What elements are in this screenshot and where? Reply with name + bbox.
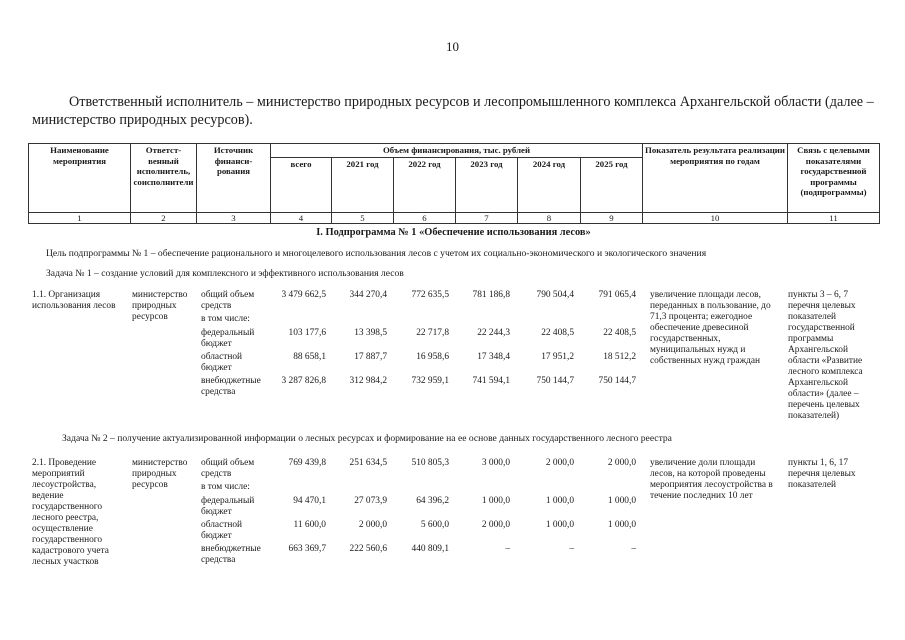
measure-executor: министерство природных ресурсов bbox=[132, 458, 188, 490]
funding-value: 769 439,8 bbox=[288, 458, 326, 468]
column-number: 9 bbox=[581, 212, 643, 224]
funding-value: 11 600,0 bbox=[293, 520, 326, 530]
header-year: 2025 год bbox=[581, 157, 643, 212]
intro-paragraph: Ответственный исполнитель – министерство природных ресурсов и лесопромышленного комплекса Архангельской области (далее – министерство природных ресурсов). bbox=[32, 94, 874, 128]
measure-executor: министерство природных ресурсов bbox=[132, 290, 188, 322]
funding-value: 344 270,4 bbox=[349, 290, 387, 300]
funding-value: 17 887,7 bbox=[354, 352, 387, 362]
column-number: 4 bbox=[271, 212, 332, 224]
funding-source-label: в том числе: bbox=[201, 482, 250, 492]
header-year: 2023 год bbox=[456, 157, 518, 212]
column-number: 11 bbox=[788, 212, 880, 224]
header-year: 2022 год bbox=[394, 157, 456, 212]
funding-source-label: внебюджетные средства bbox=[201, 544, 261, 565]
column-number: 3 bbox=[197, 212, 271, 224]
funding-value: 741 594,1 bbox=[472, 376, 510, 386]
header-year: 2021 год bbox=[332, 157, 394, 212]
goal-text: Цель подпрограммы № 1 – обеспечение рационального и многоцелевого использования лесов с учетом их социально-экономического и экологического значения bbox=[46, 248, 707, 259]
funding-value: 18 512,2 bbox=[603, 352, 636, 362]
funding-value: 510 805,3 bbox=[411, 458, 449, 468]
funding-source-label: в том числе: bbox=[201, 314, 250, 324]
funding-source-label: внебюджетные средства bbox=[201, 376, 261, 397]
funding-value: – bbox=[569, 544, 574, 554]
task-2-text: Задача № 2 – получение актуализированной информации о лесных ресурсах и формирование на ее основе данных государственного лесного реестра bbox=[62, 433, 672, 444]
funding-value: 1 000,0 bbox=[545, 496, 574, 506]
column-number: 2 bbox=[131, 212, 197, 224]
funding-value: 790 504,4 bbox=[536, 290, 574, 300]
funding-value: 1 000,0 bbox=[607, 496, 636, 506]
result-indicator: увеличение площади лесов, переданных в пользование, до 71,3 процента; ежегодное обеспечение древесиной государственных, муниципальных нужд и собственных нужд граждан bbox=[650, 290, 771, 366]
funding-source-label: областной бюджет bbox=[201, 520, 243, 541]
funding-value: 663 369,7 bbox=[288, 544, 326, 554]
funding-value: 16 958,6 bbox=[416, 352, 449, 362]
page-number: 10 bbox=[446, 39, 459, 54]
header-executors: Ответст-венный исполнитель, соисполнители bbox=[131, 144, 197, 213]
funding-value: 1 000,0 bbox=[481, 496, 510, 506]
target-indicator-link: пункты 3 – 6, 7 перечня целевых показателей государственной программы Архангельской области «Развитие лесного комплекса Архангельской области» (далее – перечень целевых показателей) bbox=[788, 290, 863, 421]
column-number: 5 bbox=[332, 212, 394, 224]
column-number: 10 bbox=[643, 212, 788, 224]
task-1-text: Задача № 1 – создание условий для комплексного и эффективного использования лесов bbox=[46, 268, 404, 279]
funding-value: 791 065,4 bbox=[598, 290, 636, 300]
column-number: 1 bbox=[29, 212, 131, 224]
funding-value: 2 000,0 bbox=[607, 458, 636, 468]
target-indicator-link: пункты 1, 6, 17 перечня целевых показателей bbox=[788, 458, 856, 490]
funding-value: 440 809,1 bbox=[411, 544, 449, 554]
funding-value: 750 144,7 bbox=[598, 376, 636, 386]
header-name: Наименование мероприятия bbox=[29, 144, 131, 213]
funding-value: 3 479 662,5 bbox=[281, 290, 326, 300]
header-year: 2024 год bbox=[518, 157, 581, 212]
funding-value: 2 000,0 bbox=[481, 520, 510, 530]
header-link: Связь с целевыми показателями государственной программы (подпрограммы) bbox=[788, 144, 880, 213]
funding-value: 64 396,2 bbox=[416, 496, 449, 506]
funding-source-label: областной бюджет bbox=[201, 352, 243, 373]
funding-value: 2 000,0 bbox=[545, 458, 574, 468]
funding-value: 27 073,9 bbox=[354, 496, 387, 506]
subprogram-title: I. Подпрограмма № 1 «Обеспечение использования лесов» bbox=[316, 227, 591, 238]
funding-value: 22 717,8 bbox=[416, 328, 449, 338]
funding-value: 103 177,6 bbox=[288, 328, 326, 338]
funding-value: 17 348,4 bbox=[477, 352, 510, 362]
funding-value: 17 951,2 bbox=[541, 352, 574, 362]
funding-value: 750 144,7 bbox=[536, 376, 574, 386]
funding-value: 5 600,0 bbox=[420, 520, 449, 530]
funding-value: 88 658,1 bbox=[293, 352, 326, 362]
header-total: всего bbox=[271, 157, 332, 212]
funding-value: 1 000,0 bbox=[545, 520, 574, 530]
funding-value: 251 634,5 bbox=[349, 458, 387, 468]
funding-value: 22 408,5 bbox=[541, 328, 574, 338]
funding-source-label: федеральный бюджет bbox=[201, 496, 255, 517]
funding-value: 2 000,0 bbox=[358, 520, 387, 530]
funding-value: 772 635,5 bbox=[411, 290, 449, 300]
measure-name: 1.1. Организация использования лесов bbox=[32, 290, 116, 311]
funding-value: 312 984,2 bbox=[349, 376, 387, 386]
funding-value: 22 408,5 bbox=[603, 328, 636, 338]
funding-source-label: федеральный бюджет bbox=[201, 328, 255, 349]
funding-value: 781 186,8 bbox=[472, 290, 510, 300]
column-number: 7 bbox=[456, 212, 518, 224]
funding-value: 732 959,1 bbox=[411, 376, 449, 386]
result-indicator: увеличение доли площади лесов, на которой проведены мероприятия лесоустройства в течение последних 10 лет bbox=[650, 458, 773, 501]
funding-value: 94 470,1 bbox=[293, 496, 326, 506]
measure-name: 2.1. Проведение мероприятий лесоустройства, ведение государственного лесного реестра, осуществление государственного кадастрового учета лесных участков bbox=[32, 458, 109, 567]
funding-source-label: общий объем средств bbox=[201, 458, 255, 479]
header-source: Источник финанси-рования bbox=[197, 144, 271, 213]
funding-value: 1 000,0 bbox=[607, 520, 636, 530]
funding-value: – bbox=[631, 544, 636, 554]
funding-value: 3 287 826,8 bbox=[281, 376, 326, 386]
funding-value: 13 398,5 bbox=[354, 328, 387, 338]
funding-value: 222 560,6 bbox=[349, 544, 387, 554]
funding-source-label: общий объем средств bbox=[201, 290, 255, 311]
column-number: 6 bbox=[394, 212, 456, 224]
funding-value: 3 000,0 bbox=[481, 458, 510, 468]
column-number: 8 bbox=[518, 212, 581, 224]
header-indicator: Показатель результата реализации мероприятия по годам bbox=[643, 144, 788, 213]
funding-value: – bbox=[505, 544, 510, 554]
header-funding-group: Объем финансирования, тыс. рублей bbox=[271, 144, 643, 158]
funding-value: 22 244,3 bbox=[477, 328, 510, 338]
table-header bbox=[28, 143, 880, 224]
